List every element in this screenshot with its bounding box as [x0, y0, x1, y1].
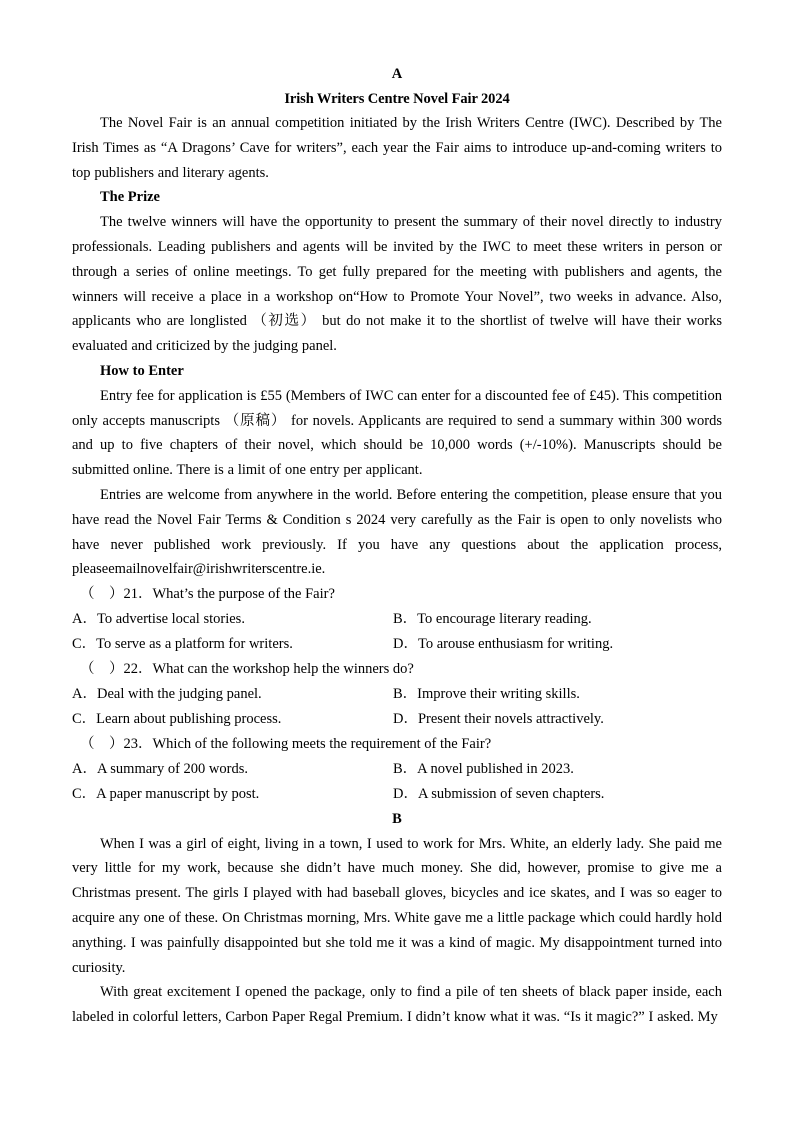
question-23-option-a[interactable]: A．A summary of 200 words.: [72, 761, 249, 778]
question-21-stem: （ ）21．What’s the purpose of the Fair?: [80, 586, 335, 603]
document-content: [72, 62, 722, 1030]
section-letter-a: A: [391, 66, 403, 82]
paragraph-b-1: When I was a girl of eight, living in a town, I used to work for Mrs. White, an elderly lady. She paid me very little for my work, because she didn’t have much money. She did, however, promise to give me a Christmas present. The girls I played with had baseball gloves, bicycles and ice skates, and I was so eager to acquire any one of these. On Christmas morning, Mrs. White gave me a little package which could hardly hold anything. I was painfully disappointed but she told me it was a kind of magic. My disappointment turned into curiosity.: [72, 835, 722, 976]
question-21: [72, 582, 722, 657]
subheading-the-prize: The Prize: [100, 189, 160, 206]
section-letter-b: B: [392, 811, 402, 828]
question-21-option-a[interactable]: A．To advertise local stories.: [72, 611, 245, 628]
question-23-option-b[interactable]: B．A novel published in 2023.: [393, 761, 574, 778]
question-22-option-d[interactable]: D．Present their novels attractively.: [393, 711, 604, 728]
question-22-option-c[interactable]: C．Learn about publishing process.: [72, 711, 282, 728]
question-21-options-row-1: [72, 607, 722, 632]
question-23: [72, 732, 722, 807]
question-23-options-row-2: [72, 782, 722, 807]
subheading-how-to-enter: How to Enter: [100, 362, 184, 379]
question-21-option-c[interactable]: C．To serve as a platform for writers.: [72, 636, 293, 653]
paragraph-intro: The Novel Fair is an annual competition initiated by the Irish Writers Centre (IWC). Described by The Irish Times as “A Dragons’ Cave for writers”, each year the Fair aims to introduce up-and-coming writers to top publishers and literary agents.: [72, 115, 722, 181]
question-21-option-d[interactable]: D．To arouse enthusiasm for writing.: [393, 636, 614, 653]
paragraph-the-prize: The twelve winners will have the opportunity to present the summary of their novel directly to industry professionals. Leading publishers and agents will be invited by the IWC to meet these writers in person or through a series of online meetings. To get fully prepared for the meeting with publishers and agents, the winners will receive a place in a workshop on“How to Promote Your Novel”, two weeks in advance. Also, applicants who are longlisted （初选） but do not make it to the shortlist of twelve will have their works evaluated and criticized by the judging panel.: [72, 214, 722, 355]
question-23-options-row-1: [72, 757, 722, 782]
section-a: [72, 62, 722, 807]
section-b: [72, 807, 722, 1030]
question-23-stem: （ ）23．Which of the following meets the requirement of the Fair?: [80, 736, 492, 753]
paragraph-entry-fee: Entry fee for application is £55 (Members of IWC can enter for a discounted fee of £45). This competition only accepts manuscripts （原稿） for novels. Applicants are required to send a summary within 300 words and up to five chapters of their novel, which should be 10,000 words (+/-10%). Manuscripts should be submitted online. There is a limit of one entry per applicant.: [72, 387, 722, 479]
question-23-option-c[interactable]: C．A paper manuscript by post.: [72, 786, 260, 803]
question-22: [72, 657, 722, 732]
question-21-option-b[interactable]: B．To encourage literary reading.: [393, 611, 592, 628]
question-22-option-a[interactable]: A．Deal with the judging panel.: [72, 686, 262, 703]
question-22-option-b[interactable]: B．Improve their writing skills.: [393, 686, 580, 703]
question-23-option-d[interactable]: D．A submission of seven chapters.: [393, 786, 605, 803]
question-22-options-row-2: [72, 707, 722, 732]
passage-title-a: Irish Writers Centre Novel Fair 2024: [284, 90, 510, 107]
paragraph-entries-welcome: Entries are welcome from anywhere in the world. Before entering the competition, please ensure that you have read the Novel Fair Terms & Condition s 2024 very carefully as the Fair is open to only novelists who have never published work previously. If you have any questions about the application process, pleaseemailnovelfair@irishwriterscentre.ie.: [72, 486, 722, 578]
paragraph-b-2: With great excitement I opened the package, only to find a pile of ten sheets of black paper inside, each labeled in colorful letters, Carbon Paper Regal Premium. I didn’t know what it was. “Is it magic?” I asked. My: [72, 984, 722, 1026]
question-22-options-row-1: [72, 682, 722, 707]
question-22-stem: （ ）22．What can the workshop help the winners do?: [80, 661, 414, 678]
question-21-options-row-2: [72, 632, 722, 657]
